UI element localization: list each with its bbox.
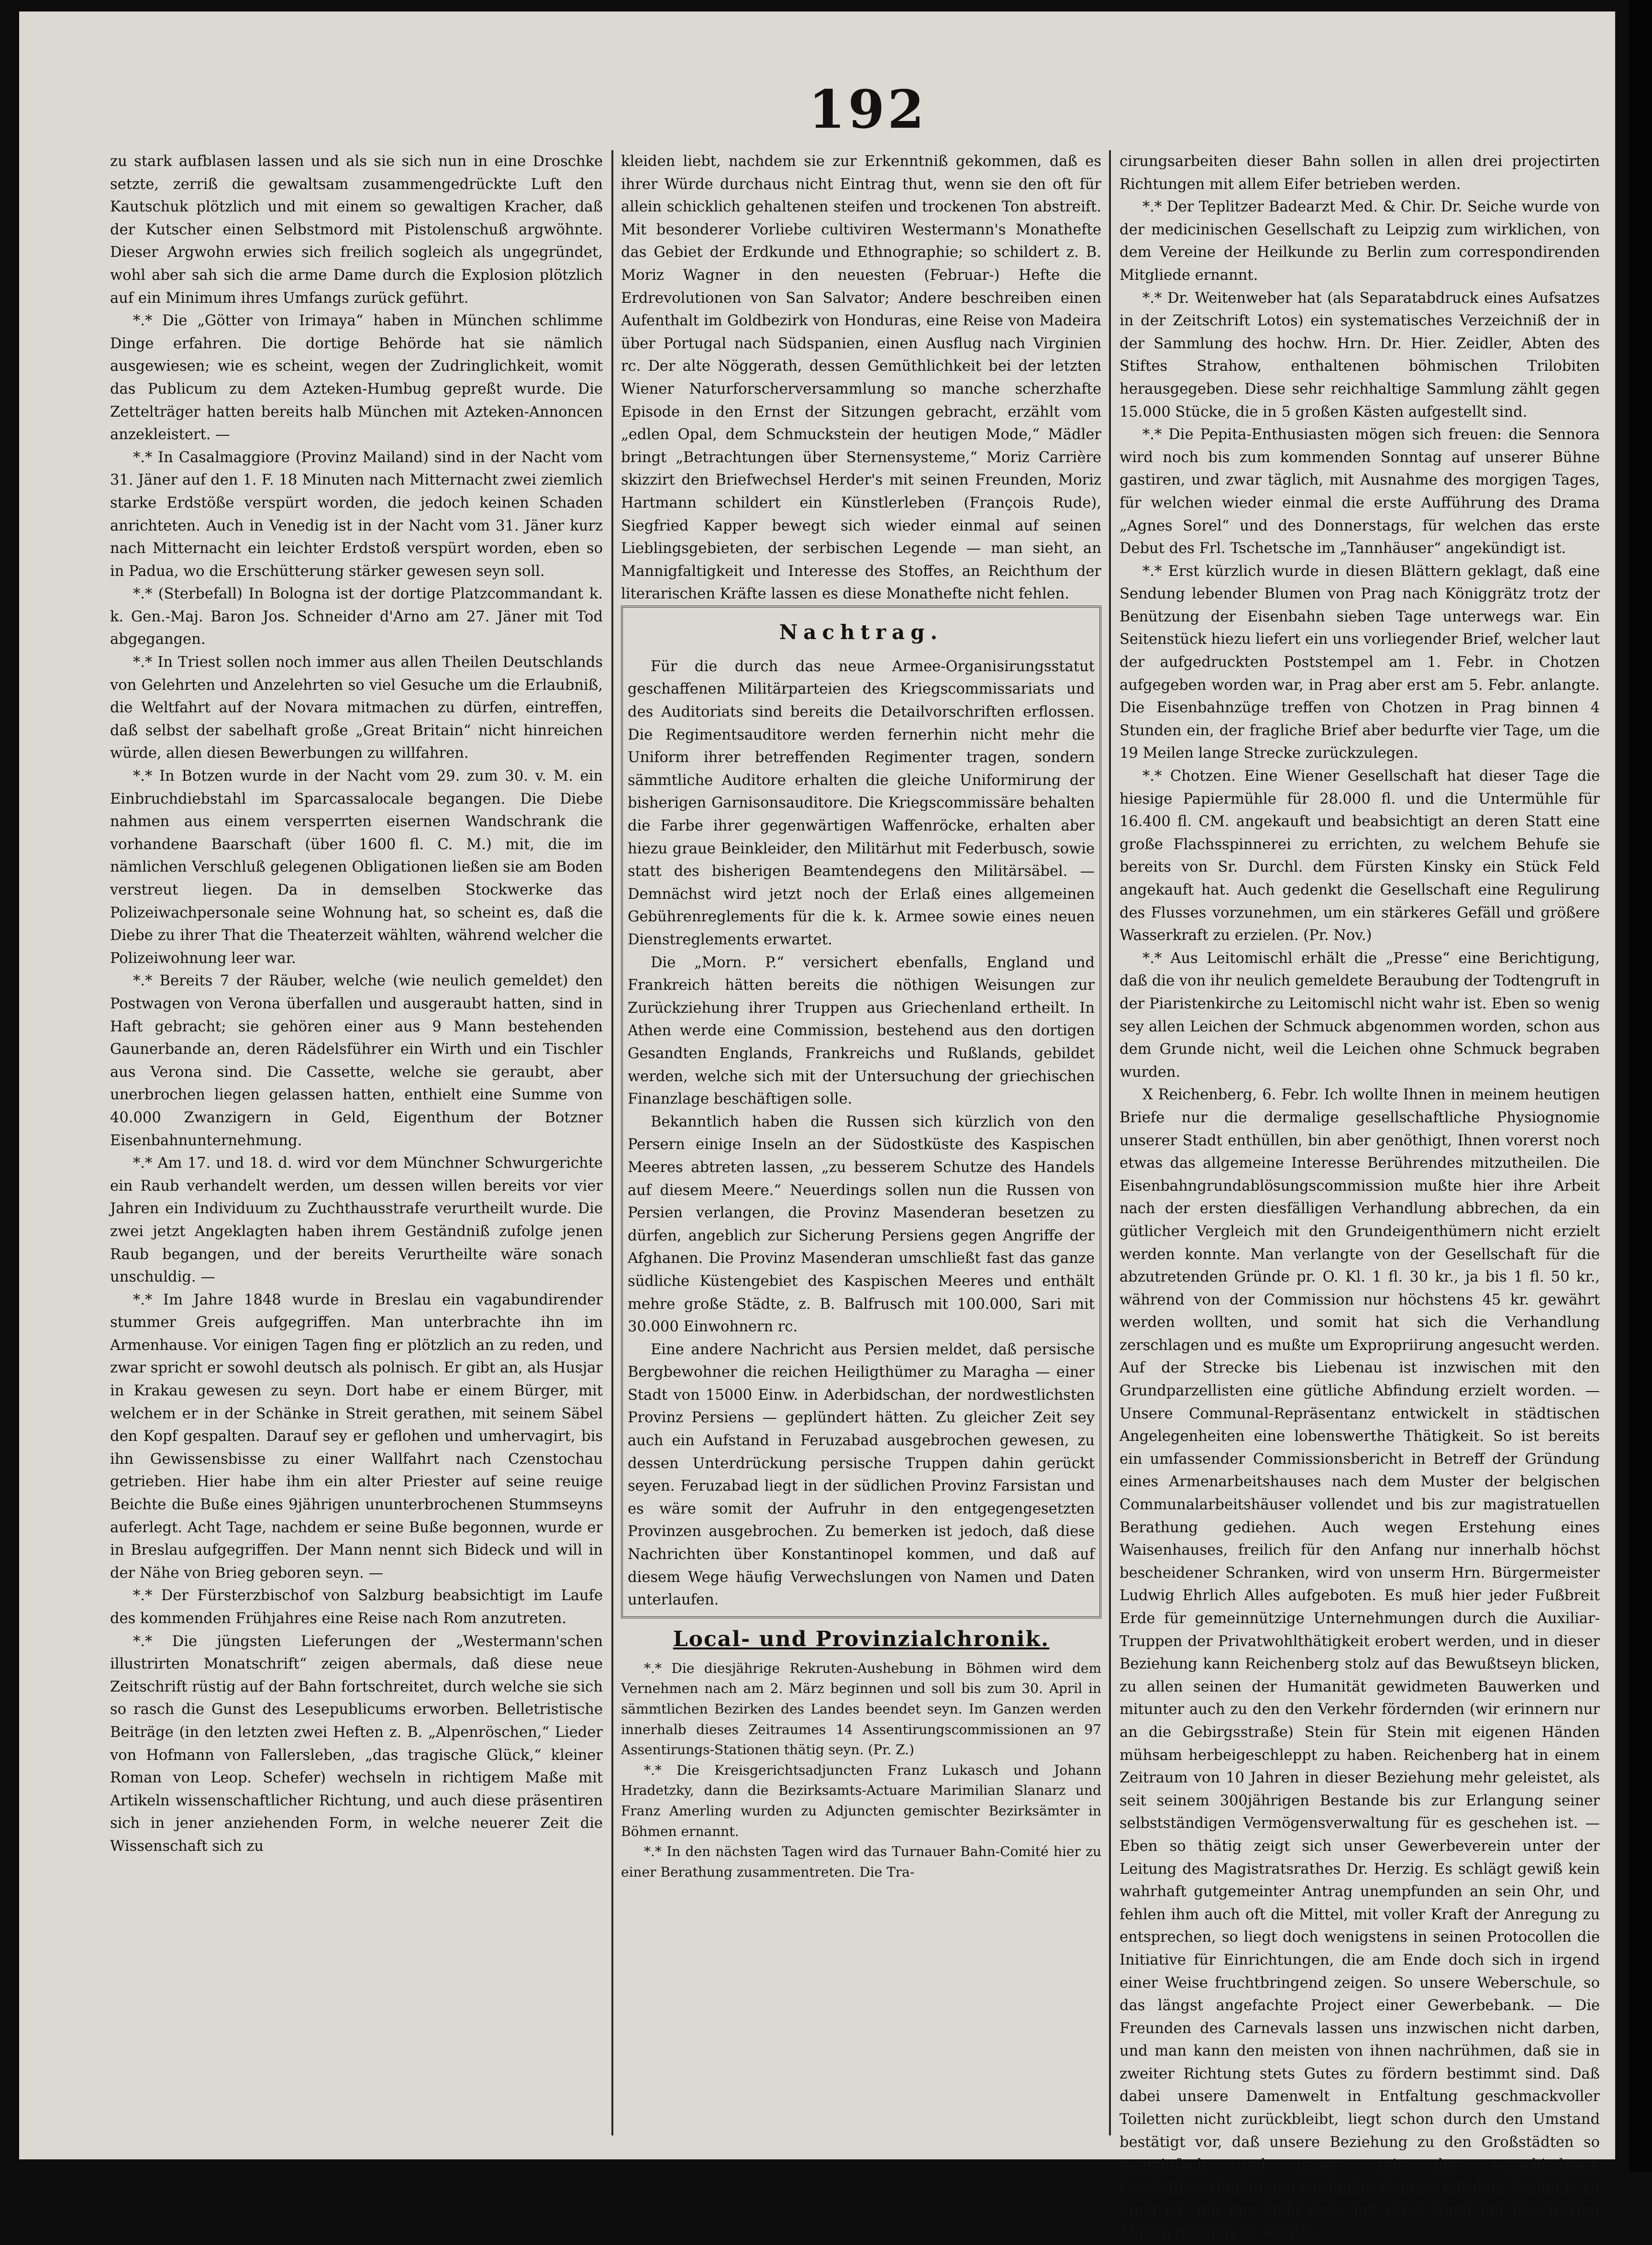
- article-paragraph: Für die durch das neue Armee-Organisirungsstatut geschaffenen Militärparteien des Kriegscommissariats und des Auditoriats sind bereits die Detailvorschriften erflossen. Die Regimentsauditore werden fernerhin nicht mehr die Uniform ihrer betreffenden Regimenter tragen, sondern sämmtliche Auditore erhalten die gleiche Uniformirung der bisherigen Garnisonsauditore. Die Kriegscommissäre behalten die Farbe ihrer gegenwärtigen Waffenröcke, erhalten aber hiezu graue Beinkleider, den Militärhut mit Federbusch, sowie statt des bisherigen Beamtendegens den Militärsäbel. — Demnächst wird jetzt noch der Erlaß eines allgemeinen Gebührenreglements für die k. k. Armee sowie eines neuen Dienstreglements erwartet.: [628, 658, 1095, 948]
- section-heading-local-chronicle: Local- und Provinzialchronik.: [673, 1626, 1050, 1651]
- article-paragraph: *.* In den nächsten Tagen wird das Turnauer Bahn-Comité hier zu einer Berathung zusammentreten. Die Tra-: [621, 1844, 1101, 1880]
- article-paragraph: *.* Die Pepita-Enthusiasten mögen sich freuen: die Sennora wird noch bis zum kommenden Sonntag auf unserer Bühne gastiren, und zwar täglich, mit Ausnahme des morgigen Tages, für welchen wieder einmal die erste Aufführung des Drama „Agnes Sorel“ und des Donnerstags, für welchen das erste Debut des Frl. Tschetsche im „Tannhäuser“ angekündigt ist.: [1120, 426, 1600, 557]
- column-2: [621, 150, 1101, 2135]
- article-paragraph: *.* Erst kürzlich wurde in diesen Blättern geklagt, daß eine Sendung lebender Blumen von Prag nach Königgrätz trotz der Benützung der Eisenbahn sieben Tage unterwegs war. Ein Seitenstück hiezu liefert ein uns vorliegender Brief, welcher laut der aufgedruckten Poststempel am 1. Febr. in Chotzen aufgegeben worden war, in Prag aber erst am 5. Febr. anlangte. Die Eisenbahnzüge treffen von Chotzen in Prag binnen 4 Stunden ein, der fragliche Brief aber bedurfte vier Tage, um die 19 Meilen lange Strecke zurückzulegen.: [1120, 563, 1600, 762]
- article-paragraph: *.* Der Teplitzer Badearzt Med. & Chir. Dr. Seiche wurde von der medicinischen Gesellschaft zu Leipzig zum wirklichen, von dem Vereine der Heilkunde zu Berlin zum correspondirenden Mitgliede ernannt.: [1120, 199, 1600, 284]
- article-paragraph: X Reichenberg, 6. Febr. Ich wollte Ihnen in meinem heutigen Briefe nur die dermalige gesellschaftliche Physiognomie unserer Stadt enthüllen, bin aber genöthigt, Ihnen vorerst noch etwas das allgemeine Interesse Berührendes mitzutheilen. Die Eisenbahngrundablösungscommission mußte hier ihre Arbeit nach der ersten diesfälligen Verhandlung abbrechen, da ein gütlicher Vergleich mit den Grundeigenthümern nicht erzielt werden konnte. Man verlangte von der Gesellschaft für die abzutretenden Gründe pr. O. Kl. 1 fl. 30 kr., ja bis 1 fl. 50 kr., während von der Commission nur höchstens 45 kr. gewährt werden wollten, und somit hat sich die Verhandlung zerschlagen und es mußte um Expropriirung angesucht werden. Auf der Strecke bis Liebenau ist inzwischen mit den Grundparzellisten eine gütliche Abfindung erzielt worden. — Unsere Communal-Repräsentanz entwickelt in städtischen Angelegenheiten eine lobenswerthe Thätigkeit. So ist bereits ein umfassender Commissionsbericht in Betreff der Gründung eines Armenarbeitshauses nach dem Muster der belgischen Communalarbeitshäuser vollendet und bis zur magistratuellen Berathung gediehen. Auch wegen Erstehung eines Waisenhauses, freilich für den Anfang nur innerhalb höchst bescheidener Schranken, wird von unserm Hrn. Bürgermeister Ludwig Ehrlich Alles aufgeboten. Es muß hier jeder Fußbreit Erde für gemeinnützige Unternehmungen durch die Auxiliar-Truppen der Privatwohlthätigkeit erobert werden, und in dieser Beziehung kann Reichenberg stolz auf das Bewußtseyn blicken, zu allen seinen der Humanität gewidmeten Bauwerken und mitunter auch zu den den Verkehr fördernden (wir erinnern nur an die Gebirgsstraße) Stein für Stein mit eigenen Händen mühsam herbeigeschleppt zu haben. Reichenberg hat in einem Zeitraum von 10 Jahren in dieser Beziehung mehr geleistet, als seit seinem 300jährigen Bestande bis zur Erlangung seiner selbstständigen Vermögensverwaltung für es geschehen ist. — Eben so thätig zeigt sich unser Gewerbeverein unter der Leitung des Magistratsrathes Dr. Herzig. Es schlägt gewiß kein wahrhaft gutgemeinter Antrag unempfunden an sein Ohr, und fehlen ihm auch oft die Mittel, mit voller Kraft der Anregung zu entsprechen, so liegt doch wenigstens in seinen Protocollen die Initiative für Einrichtungen, die am Ende doch sich in irgend einer Weise fruchtbringend zeigen. So unsere Weberschule, so das längst angefachte Project einer Gewerbebank. — Die Freunden des Carnevals lassen uns inzwischen nicht darben, und man kann den meisten von ihnen nachrühmen, daß sie in zweiter Richtung stets Gutes zu fördern bestimmt sind. Daß dabei unsere Damenwelt in Entfaltung geschmackvoller Toiletten nicht zurückbleibt, liegt schon durch den Umstand bestätigt vor, daß unsere Beziehung zu den Großstädten so mannigfach und unsere mit den verschiedenen Geschäftsverbindungen verdankte Contact mit dem Auslande zu innig ist, um uns nicht stets mit ihrer Hand mit den letzten Moden bekannt zu werden.: [1120, 1086, 1600, 2242]
- article-paragraph: *.* In Casalmaggiore (Provinz Mailand) sind in der Nacht vom 31. Jäner auf den 1. F. 18 Minuten nach Mitternacht zwei ziemlich starke Erdstöße verspürt worden, die jedoch keinen Schaden anrichteten. Auch in Venedig ist in der Nacht vom 31. Jäner kurz nach Mitternacht ein leichter Erdstoß verspürt worden, eben so in Padua, wo die Erschütterung stärker gewesen seyn soll.: [110, 449, 603, 580]
- column-3: [1120, 150, 1600, 2242]
- section-heading-nachtrag: Nachtrag.: [779, 620, 943, 644]
- article-paragraph: *.* (Sterbefall) In Bologna ist der dortige Platzcommandant k. k. Gen.-Maj. Baron Jos. Schneider d'Arno am 27. Jäner mit Tod abgegangen.: [110, 586, 603, 648]
- article-paragraph: zu stark aufblasen lassen und als sie sich nun in eine Droschke setzte, zerriß die gewaltsam zusammengedrückte Luft den Kautschuk plötzlich und mit einem so gewaltigen Kracher, daß der Kutscher einen Selbstmord mit Pistolenschuß argwöhnte. Dieser Argwohn erwies sich freilich sogleich als ungegründet, wohl aber sah sich die arme Dame durch die Explosion plötzlich auf ein Minimum ihres Umfangs zurück geführt.: [110, 153, 603, 307]
- article-paragraph: Die „Morn. P.“ versichert ebenfalls, England und Frankreich hätten bereits die nöthigen Weisungen zur Zurückziehung ihrer Truppen aus Griechenland ertheilt. In Athen werde eine Commission, bestehend aus den dortigen Gesandten Englands, Frankreichs und Rußlands, gebildet werden, welche sich mit der Untersuchung der griechischen Finanzlage beschäftigen solle.: [628, 954, 1095, 1108]
- article-paragraph: *.* Die jüngsten Lieferungen der „Westermann'schen illustrirten Monatschrift“ zeigen abermals, daß diese neue Zeitschrift rüstig auf der Bahn fortschreitet, durch welche sie sich so rasch die Gunst des Lesepublicums erworben. Belletristische Beiträge (in den letzten zwei Heften z. B. „Alpenröschen,“ Lieder von Hofmann von Fallersleben, „das tragische Glück,“ kleiner Roman von Leop. Schefer) wechseln in richtigem Maße mit Artikeln wissenschaftlicher Richtung, und auch diese präsentiren sich in jener anziehenden Form, in welche neuerer Zeit die Wissenschaft sich zu: [110, 1633, 603, 1855]
- column-1: [110, 150, 603, 2135]
- article-paragraph: *.* In Triest sollen noch immer aus allen Theilen Deutschlands von Gelehrten und Anzelehrten so viel Gesuche um die Erlaubniß, die Weltfahrt auf der Novara mitmachen zu dürfen, eintreffen, daß selbst der sabelhaft große „Great Britain“ nicht hinreichen würde, allen diesen Bewerbungen zu willfahren.: [110, 654, 603, 762]
- page-number: 192: [809, 78, 927, 140]
- scan-border: [1629, 0, 1652, 2172]
- article-paragraph: *.* Chotzen. Eine Wiener Gesellschaft hat dieser Tage die hiesige Papiermühle für 28.000 fl. und die Untermühle für 16.400 fl. CM. angekauft und beabsichtigt an deren Statt eine große Flachsspinnerei zu errichten, zu welchem Behufe sie bereits von Sr. Durchl. dem Fürsten Kinsky ein Stück Feld angekauft hat. Auch gedenkt die Gesellschaft eine Regulirung des Flusses vorzunehmen, um ein stärkeres Gefäll und größere Wasserkraft zu erzielen. (Pr. Nov.): [1120, 768, 1600, 944]
- article-paragraph: Eine andere Nachricht aus Persien meldet, daß persische Bergbewohner die reichen Heiligthümer zu Maragha — einer Stadt von 15000 Einw. in Aderbidschan, der nordwestlichsten Provinz Persiens — geplündert hätten. Zu gleicher Zeit sey auch ein Aufstand in Feruzabad ausgebrochen gewesen, zu dessen Unterdrückung persische Truppen dahin gerückt seyen. Feruzabad liegt in der südlichen Provinz Farsistan und es wäre somit der Aufruhr in den entgegengesetzten Provinzen ausgebrochen. Zu bemerken ist jedoch, daß diese Nachrichten über Konstantinopel kommen, und daß auf diesem Wege häufig Verwechslungen von Namen und Daten unterlaufen.: [628, 1341, 1095, 1609]
- article-paragraph: *.* Aus Leitomischl erhält die „Presse“ eine Berichtigung, daß die von ihr neulich gemeldete Beraubung der Todtengruft in der Piaristenkirche zu Leitomischl nicht wahr ist. Eben so wenig sey allen Leichen der Schmuck abgenommen worden, schon aus dem Grunde nicht, weil die Leichen ohne Schmuck begraben wurden.: [1120, 950, 1600, 1081]
- article-paragraph: *.* Im Jahre 1848 wurde in Breslau ein vagabundirender stummer Greis aufgegriffen. Man unterbrachte ihn im Armenhause. Vor einigen Tagen fing er plötzlich an zu reden, und zwar spricht er sowohl deutsch als polnisch. Er gibt an, als Husjar in Krakau gewesen zu seyn. Dort habe er einem Bürger, mit welchem er in der Schänke in Streit gerathen, mit seinem Säbel den Kopf gespalten. Darauf sey er geflohen und umhervagirt, bis ihn Gewissensbisse zu einer Wallfahrt nach Czenstochau getrieben. Hier habe ihm ein alter Priester auf seine reuige Beichte die Buße eines 9jährigen ununterbrochenen Stummseyns auferlegt. Acht Tage, nachdem er seine Buße begonnen, wurde er in Breslau aufgegriffen. Der Mann nennt sich Bideck und will in der Nähe von Brieg geboren seyn. —: [110, 1291, 603, 1581]
- article-paragraph: *.* Der Fürsterzbischof von Salzburg beabsichtigt im Laufe des kommenden Frühjahres eine Reise nach Rom anzutreten.: [110, 1587, 603, 1627]
- column-rule-left: [611, 150, 613, 2135]
- article-paragraph: *.* Dr. Weitenweber hat (als Separatabdruck eines Aufsatzes in der Zeitschrift Lotos) ein systematisches Verzeichniß der in der Sammlung des hochw. Hrn. Dr. Hier. Zeidler, Abten des Stiftes Strahow, enthaltenen böhmischen Trilobiten herausgegeben. Diese sehr reichhaltige Sammlung zählt gegen 15.000 Stücke, die in 5 großen Kästen aufgestellt sind.: [1120, 289, 1600, 420]
- nachtrag-section: [621, 606, 1101, 1618]
- local-chronicle-block: [621, 1659, 1101, 1883]
- article-paragraph: *.* Bereits 7 der Räuber, welche (wie neulich gemeldet) den Postwagen von Verona überfallen und ausgeraubt hatten, sind in Haft gebracht; sie gehören einer aus 9 Mann bestehenden Gaunerbande an, deren Rädelsführer ein Wirth und ein Tischler aus Verona sind. Die Cassette, welche sie geraubt, aber unerbrochen liegen gelassen hatten, enthielt eine Summe von 40.000 Zwanzigern in Geld, Eigenthum der Botzner Eisenbahnunternehmung.: [110, 973, 603, 1149]
- article-paragraph: Bekanntlich haben die Russen sich kürzlich von den Persern einige Inseln an der Südostküste des Kaspischen Meeres abtreten lassen, „zu besserem Schutze des Handels auf diesem Meere.“ Neuerdings sollen nun die Russen von Persien verlangen, die Provinz Masenderan besetzen zu dürfen, angeblich zur Sicherung Persiens gegen Angriffe der Afghanen. Die Provinz Masenderan umschließt fast das ganze südliche Küstengebiet des Kaspischen Meeres und enthält mehre große Städte, z. B. Balfrusch mit 100.000, Sari mit 30.000 Einwohnern rc.: [628, 1113, 1095, 1336]
- article-paragraph: *.* In Botzen wurde in der Nacht vom 29. zum 30. v. M. ein Einbruchdiebstahl im Sparcassalocale begangen. Die Diebe nahmen aus einem versperrten eisernen Wandschrank die vorhandene Baarschaft (über 1600 fl. C. M.) mit, die im nämlichen Verschluß gelegenen Obligationen ließen sie am Boden verstreut liegen. Da in demselben Stockwerke das Polizeiwachpersonale seine Wohnung hat, so scheint es, daß die Diebe zu ihrer That die Theaterzeit wählten, während welcher die Polizeiwohnung leer war.: [110, 768, 603, 967]
- column-rule-right: [1109, 150, 1111, 2135]
- article-paragraph: *.* Am 17. und 18. d. wird vor dem Münchner Schwurgerichte ein Raub verhandelt werden, um dessen willen bereits vor vier Jahren ein Individuum zu Zuchthausstrafe verurtheilt wurde. Die zwei jetzt Angeklagten haben ihrem Geständniß zufolge jenen Raub begangen, und der bereits Verurtheilte wäre sonach unschuldig. —: [110, 1155, 603, 1286]
- newspaper-page: [19, 11, 1615, 2242]
- article-paragraph: kleiden liebt, nachdem sie zur Erkenntniß gekommen, daß es ihrer Würde durchaus nicht Eintrag thut, wenn sie den oft für allein schicklich gehaltenen steifen und trockenen Ton abstreift. Mit besonderer Vorliebe cultiviren Westermann's Monathefte das Gebiet der Erdkunde und Ethnographie; so schildert z. B. Moriz Wagner in den neuesten (Februar-) Hefte die Erdrevolutionen von San Salvator; Andere beschreiben einen Aufenthalt im Goldbezirk von Honduras, eine Reise von Madeira über Portugal nach Südspanien, einen Ausflug nach Virginien rc. Der alte Nöggerath, dessen Gemüthlichkeit bei der letzten Wiener Naturforscherversammlung so manche scherzhafte Episode in den Ernst der Sitzungen gebracht, erzählt vom „edlen Opal, dem Schmuckstein der heutigen Mode,“ Mädler bringt „Betrachtungen über Sternensysteme,“ Moriz Carrière skizzirt den Briefwechsel Herder's mit seinen Freunden, Moriz Hartmann schildert ein Künstlerleben (François Rude), Siegfried Kapper bewegt sich wieder einmal auf seinen Lieblingsgebieten, der serbischen Legende — man sieht, an Mannigfaltigkeit und Interesse des Stoffes, an Reichthum der literarischen Kräfte lassen es diese Monathefte nicht fehlen.: [621, 153, 1101, 603]
- article-paragraph: *.* Die „Götter von Irimaya“ haben in München schlimme Dinge erfahren. Die dortige Behörde hat sie nämlich ausgewiesen; wie es scheint, wegen der Zudringlichkeit, womit das Publicum zu dem Azteken-Humbug gepreßt wurde. Die Zettelträger hatten bereits halb München mit Azteken-Annoncen anzekleistert. —: [110, 312, 603, 443]
- article-paragraph: cirungsarbeiten dieser Bahn sollen in allen drei projectirten Richtungen mit allem Eifer betrieben werden.: [1120, 153, 1600, 193]
- article-paragraph: *.* Die Kreisgerichtsadjuncten Franz Lukasch und Johann Hradetzky, dann die Bezirksamts-Actuare Marimilian Slanarz und Franz Amerling wurden zu Adjuncten gemischter Bezirksämter in Böhmen ernannt.: [621, 1762, 1101, 1839]
- article-paragraph: *.* Die diesjährige Rekruten-Aushebung in Böhmen wird dem Vernehmen nach am 2. März beginnen und soll bis zum 30. April in sämmtlichen Bezirken des Landes beendet seyn. Im Ganzen werden innerhalb dieses Zeitraumes 14 Assentirungscommissionen an 97 Assentirungs-Stationen thätig seyn. (Pr. Z.): [621, 1660, 1101, 1758]
